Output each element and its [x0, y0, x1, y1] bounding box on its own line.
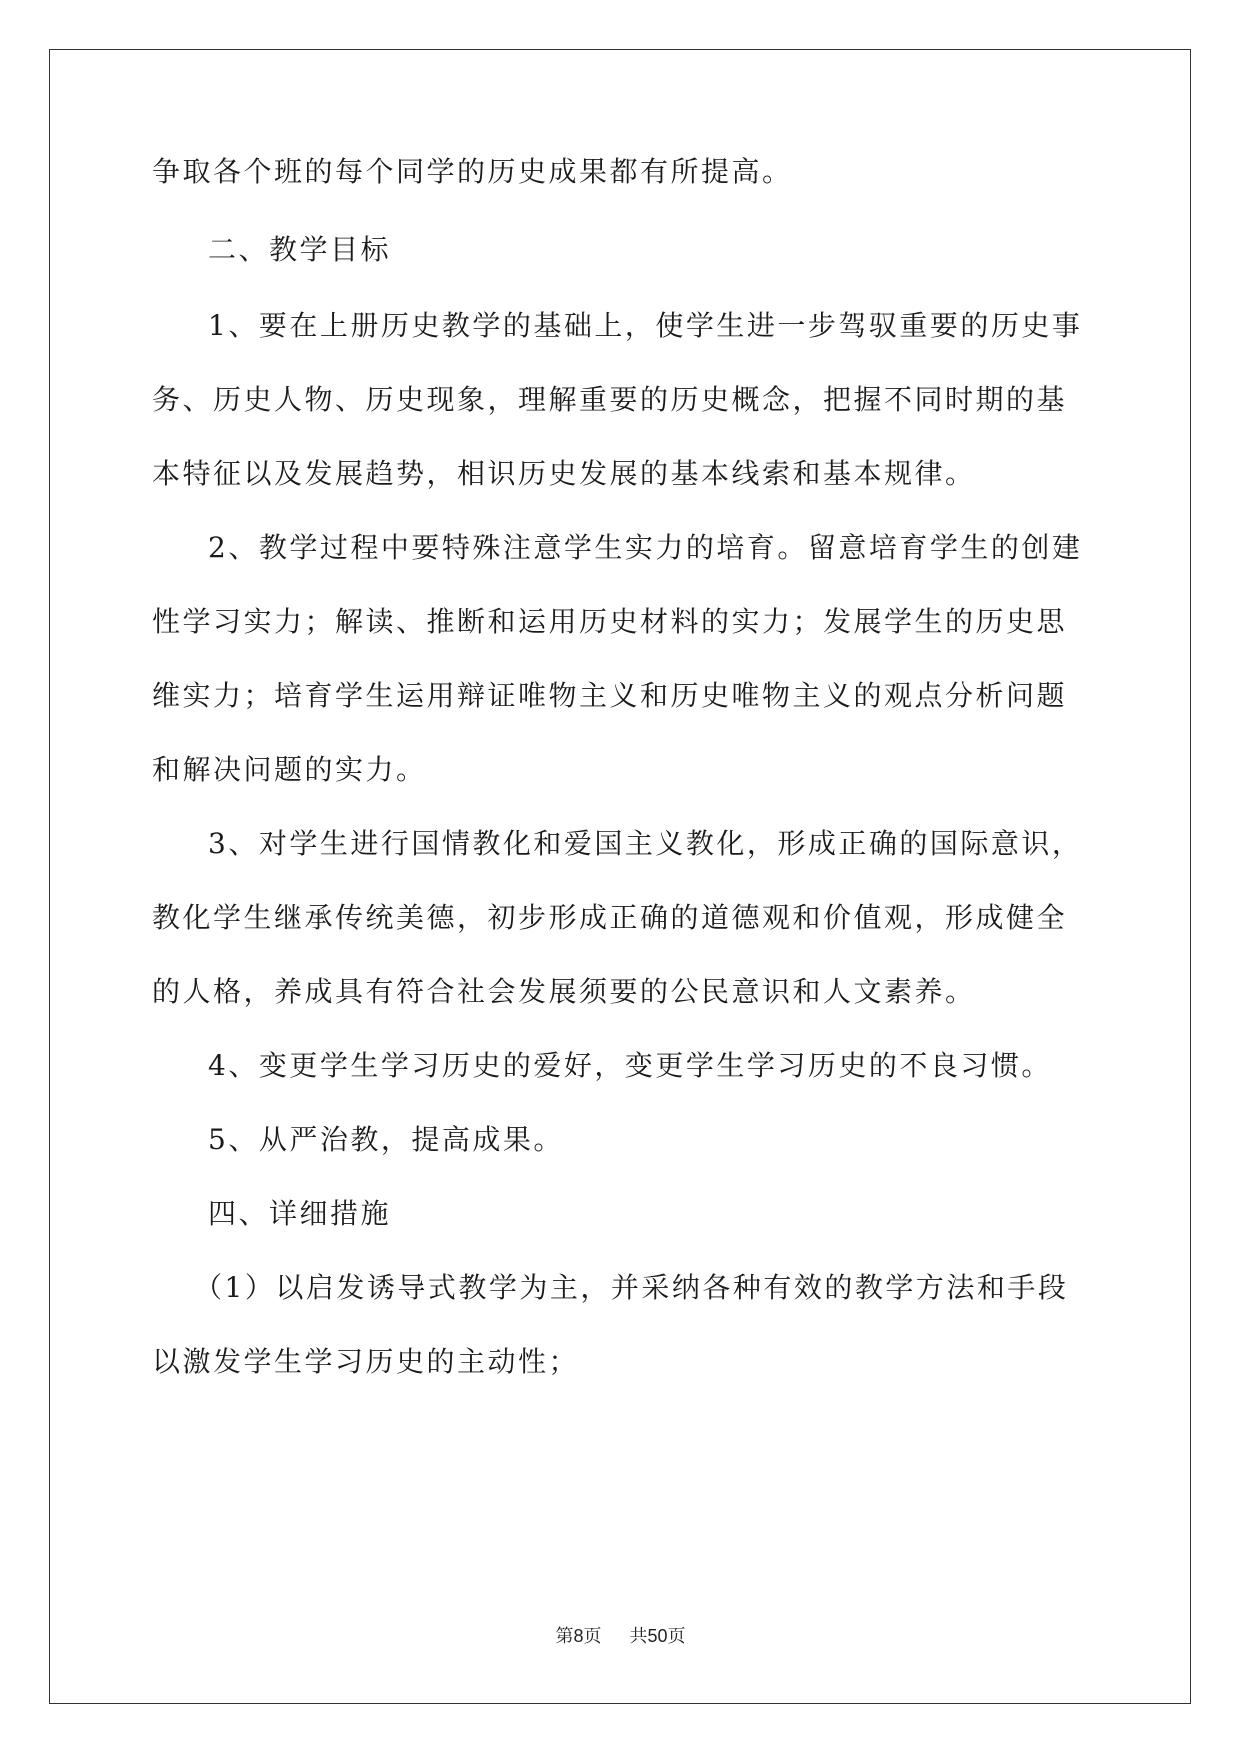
page-footer — [0, 1622, 1241, 1648]
text-line: 2、教学过程中要特殊注意学生实力的培育。留意培育学生的创建 — [208, 531, 1083, 564]
text-line: （1）以启发诱导式教学为主，并采纳各种有效的教学方法和手段 — [194, 1271, 1069, 1304]
text-line: 争取各个班的每个同学的历史成果都有所提高。 — [152, 155, 793, 188]
page-total: 共50页 — [629, 1626, 686, 1646]
text-line: 和解决问题的实力。 — [152, 753, 427, 786]
text-line: 本特征以及发展趋势，相识历史发展的基本线索和基本规律。 — [152, 457, 976, 490]
section-heading: 四、详细措施 — [208, 1197, 392, 1230]
text-line: 3、对学生进行国情教化和爱国主义教化，形成正确的国际意识， — [208, 827, 1083, 860]
text-line: 教化学生继承传统美德，初步形成正确的道德观和价值观，形成健全 — [152, 901, 1068, 934]
text-line: 以激发学生学习历史的主动性； — [152, 1345, 580, 1378]
text-line: 维实力；培育学生运用辩证唯物主义和历史唯物主义的观点分析问题 — [152, 679, 1068, 712]
text-line: 5、从严治教，提高成果。 — [208, 1123, 564, 1156]
text-line: 1、要在上册历史教学的基础上，使学生进一步驾驭重要的历史事 — [208, 309, 1083, 342]
page-border — [49, 49, 1191, 1704]
text-line: 4、变更学生学习历史的爱好，变更学生学习历史的不良习惯。 — [208, 1049, 1052, 1082]
section-heading: 二、教学目标 — [208, 233, 392, 266]
text-line: 的人格，养成具有符合社会发展须要的公民意识和人文素养。 — [152, 975, 976, 1008]
page-number: 第8页 — [555, 1626, 602, 1646]
text-line: 性学习实力；解读、推断和运用历史材料的实力；发展学生的历史思 — [152, 605, 1068, 638]
text-line: 务、历史人物、历史现象，理解重要的历史概念，把握不同时期的基 — [152, 383, 1068, 416]
